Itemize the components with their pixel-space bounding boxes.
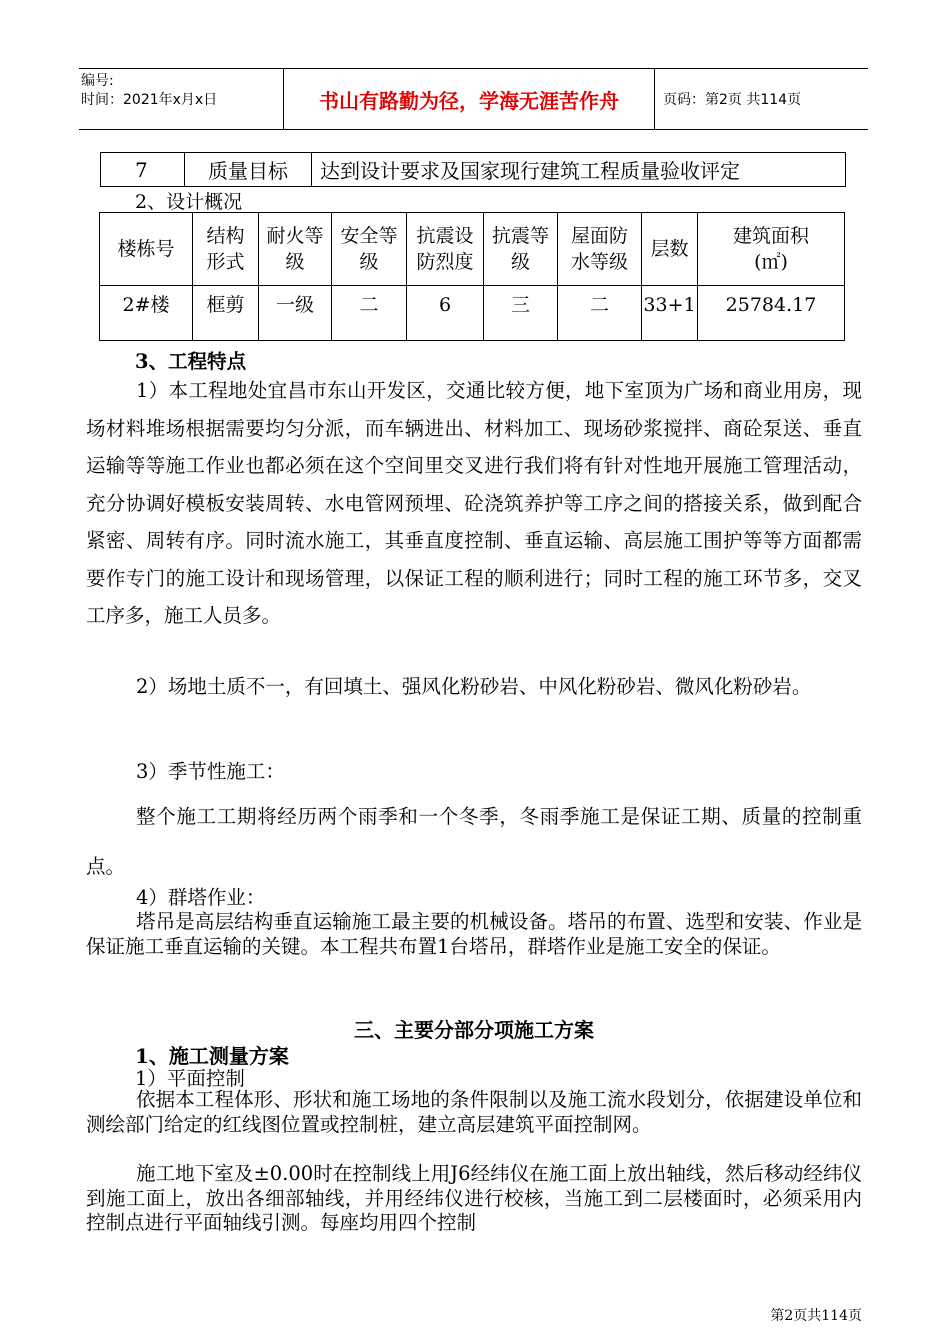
header-cell-line: 抗震设 [416, 225, 474, 247]
design-table-header-cell [407, 213, 484, 286]
design-table [99, 212, 845, 341]
header-meta [79, 69, 283, 129]
design-table-cell: 一级 [259, 286, 332, 341]
header-cell-line: 层数 [650, 238, 689, 260]
features-paragraph-4: 整个施工工期将经历两个雨季和一个冬季，冬雨季施工是保证工期、质量的控制重点。 [86, 805, 862, 878]
features-paragraph-3: 3）季节性施工： [136, 760, 285, 783]
design-table-cell: 框剪 [193, 286, 259, 341]
design-table-cell: 2#楼 [100, 286, 193, 341]
design-table-row [100, 286, 845, 341]
design-table-header-cell [484, 213, 558, 286]
design-table-cell: 33+1 [642, 286, 698, 341]
page-header [79, 68, 868, 130]
header-cell-line: 水等级 [570, 251, 628, 273]
design-table-header-cell [558, 213, 642, 286]
features-paragraph-2: 2）场地土质不一，有回填土、强风化粉砂岩、中风化粉砂岩、微风化粉砂岩。 [136, 675, 812, 698]
design-table-header-cell [642, 213, 698, 286]
features-paragraph-5: 4）群塔作业： [136, 886, 266, 909]
header-cell-line: 级 [285, 251, 305, 273]
page-footer: 第2页共114页 [770, 1308, 862, 1324]
plane-control-heading: 1）平面控制 [135, 1067, 245, 1090]
header-cell-line: 形式 [206, 251, 245, 273]
quality-target-row [100, 152, 846, 187]
header-cell-line: (㎡) [754, 251, 788, 273]
header-cell-line: 建筑面积 [732, 225, 809, 247]
chapter-title: 三、主要分部分项施工方案 [354, 1018, 594, 1042]
quality-row-label: 质量目标 [185, 153, 312, 186]
header-cell-line: 耐火等 [266, 225, 324, 247]
number-label: 编号: [81, 73, 114, 89]
time-label: 时间：2021年x月x日 [81, 92, 218, 108]
quality-row-content: 达到设计要求及国家现行建筑工程质量验收评定 [320, 159, 740, 183]
design-table-header-cell [193, 213, 259, 286]
header-cell-line: 级 [359, 251, 379, 273]
survey-paragraph-1: 依据本工程体形、形状和施工场地的条件限制以及施工流水段划分，依据建设单位和测绘部门给定的红线图位置或控制桩，建立高层建筑平面控制网。 [86, 1088, 862, 1136]
header-cell-line: 结构 [206, 225, 245, 247]
header-cell-line: 抗震等 [491, 225, 549, 247]
features-paragraph-1: 1）本工程地处宜昌市东山开发区，交通比较方便，地下室顶为广场和商业用房，现场材料堆场根据需要均匀分派，而车辆进出、材料加工、现场砂浆搅拌、商砼泵送、垂直运输等等施工作业也都必须在这个空间里交叉进行我们将有针对性地开展施工管理活动，充分协调好模板安装周转、水电管网预埋、砼浇筑养护等工序之间的搭接关系，做到配合紧密、周转有序。同时流水施工，其垂直度控制、垂直运输、高层施工围护等等方面都需要作专门的施工设计和现场管理，以保证工程的顺利进行；同时工程的施工环节多，交叉工序多，施工人员多。 [86, 379, 862, 627]
design-table-header-cell [100, 213, 193, 286]
design-overview-heading: 2、设计概况 [135, 191, 243, 213]
features-paragraph-6: 塔吊是高层结构垂直运输施工最主要的机械设备。塔吊的布置、选型和安装、作业是保证施工垂直运输的关键。本工程共布置1台塔吊，群塔作业是施工安全的保证。 [86, 910, 862, 958]
design-table-header-cell [332, 213, 407, 286]
header-cell-line: 级 [510, 251, 530, 273]
design-table-cell: 二 [332, 286, 407, 341]
design-table-header [100, 213, 845, 286]
header-cell-line: 屋面防 [570, 225, 628, 247]
quality-row-num: 7 [101, 153, 185, 186]
survey-paragraph-2: 施工地下室及±0.00时在控制线上用J6经纬仪在施工面上放出轴线，然后移动经纬仪到施工面上，放出各细部轴线，并用经纬仪进行校核，当施工到二层楼面时，必须采用内控制点进行平面轴线引测。每座均用四个控制 [86, 1162, 862, 1234]
design-table-cell: 25784.17 [698, 286, 845, 341]
design-table-cell: 二 [558, 286, 642, 341]
header-page-label: 页码：第2页 共114页 [663, 92, 802, 108]
design-table-header-cell [259, 213, 332, 286]
design-table-header-cell [698, 213, 845, 286]
header-cell-line: 安全等 [340, 225, 398, 247]
design-table-cell: 三 [484, 286, 558, 341]
header-cell-line: 楼栋号 [117, 238, 175, 260]
survey-plan-heading: 1、施工测量方案 [135, 1044, 289, 1068]
design-table-cell: 6 [407, 286, 484, 341]
header-motto: 书山有路勤为径，学海无涯苦作舟 [283, 69, 655, 129]
header-cell-line: 防烈度 [416, 251, 474, 273]
features-heading: 3、工程特点 [135, 350, 247, 373]
